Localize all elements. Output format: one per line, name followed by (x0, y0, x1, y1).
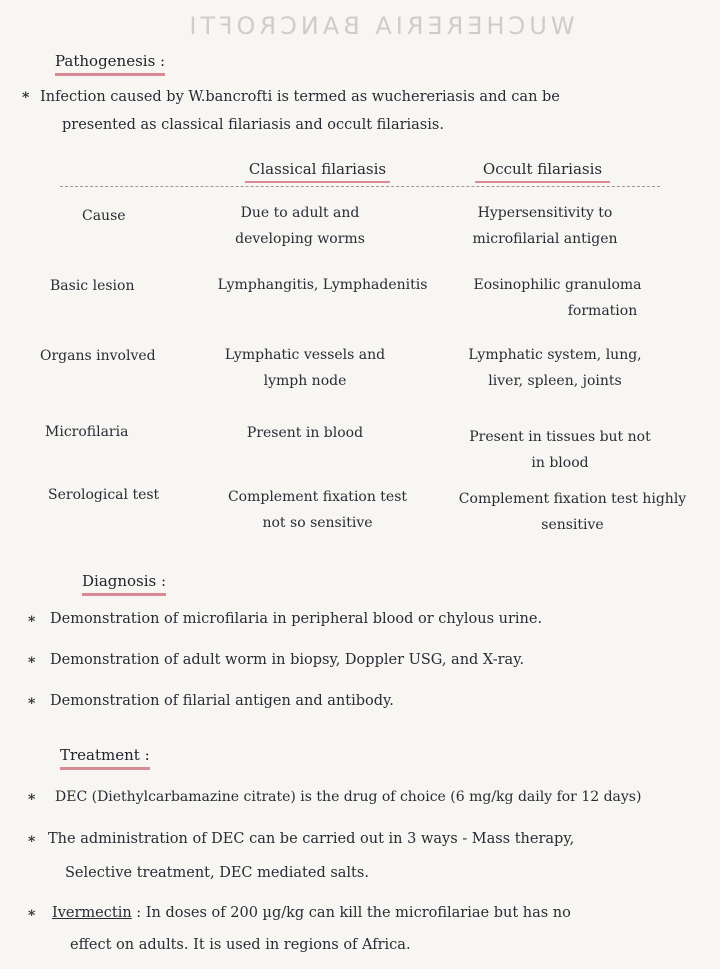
treatment-item-1: DEC (Diethylcarbamazine citrate) is the drug of choice (6 mg/kg daily for 12 days) (55, 789, 642, 805)
cell-line: Hypersensitivity to (477, 205, 613, 221)
cell-line: Present in tissues but not (469, 429, 651, 445)
cell-line: Complement fixation test highly (458, 491, 687, 507)
cell-line: Complement fixation test (227, 489, 408, 505)
pathogenesis-line-1: Infection caused by W.bancrofti is termed as wuchereriasis and can be (40, 89, 560, 105)
basic-lesion-classical (200, 272, 445, 298)
page-title: WUCHERERIA BANCROFTI (185, 12, 575, 40)
cell-line: not so sensitive (262, 515, 373, 531)
ivermectin-term: Ivermectin (52, 905, 132, 921)
bullet: * (28, 908, 36, 924)
bullet: * (22, 90, 30, 106)
cell-line: liver, spleen, joints (488, 373, 622, 389)
microfilaria-occult (445, 424, 675, 476)
basic-lesion-occult (450, 272, 665, 324)
cell-line: formation (567, 303, 638, 319)
classical-column-header: Classical filariasis (245, 160, 390, 183)
cell-line: Lymphatic vessels and (224, 347, 386, 363)
row-label-serological-test: Serological test (48, 487, 160, 503)
cell-line: Eosinophilic granuloma (473, 277, 642, 293)
cell-line: sensitive (541, 517, 604, 533)
bullet: * (28, 655, 36, 671)
diagnosis-item-1: Demonstration of microfilaria in peripheral blood or chylous urine. (50, 611, 543, 627)
bullet: * (28, 792, 36, 808)
diagnosis-item-2: Demonstration of adult worm in biopsy, Doppler USG, and X-ray. (50, 652, 525, 668)
organs-classical (205, 342, 405, 394)
pathogenesis-line-2: presented as classical filariasis and occult filariasis. (62, 117, 444, 133)
cell-line: Lymphangitis, Lymphadenitis (217, 277, 428, 293)
cell-line: lymph node (263, 373, 347, 389)
treatment-item-2-line-2: Selective treatment, DEC mediated salts. (65, 865, 369, 881)
diagnosis-item-3: Demonstration of filarial antigen and antibody. (50, 693, 394, 709)
treatment-item-3-line-2: effect on adults. It is used in regions of Africa. (70, 937, 411, 953)
cell-line: in blood (531, 455, 589, 471)
cell-line: Due to adult and (240, 205, 360, 221)
cell-line: microfilarial antigen (472, 231, 618, 247)
microfilaria-classical (205, 420, 405, 446)
organs-occult (440, 342, 670, 394)
table-divider (60, 186, 660, 187)
row-label-organs-involved: Organs involved (40, 348, 156, 364)
cause-classical (200, 200, 400, 252)
bullet: * (28, 614, 36, 630)
pathogenesis-heading: Pathogenesis : (55, 52, 165, 76)
diagnosis-heading: Diagnosis : (82, 572, 166, 596)
row-label-cause: Cause (82, 208, 126, 224)
ivermectin-text: : In doses of 200 µg/kg can kill the microfilariae but has no (136, 905, 571, 921)
bullet: * (28, 696, 36, 712)
occult-column-header: Occult filariasis (475, 160, 610, 183)
treatment-item-3-line-1 (52, 904, 571, 922)
row-label-microfilaria: Microfilaria (45, 424, 129, 440)
treatment-heading: Treatment : (60, 746, 150, 770)
bullet: * (28, 834, 36, 850)
cell-line: developing worms (235, 231, 365, 247)
row-label-basic-lesion: Basic lesion (50, 278, 135, 294)
cause-occult (430, 200, 660, 252)
serological-occult (440, 486, 705, 538)
cell-line: Lymphatic system, lung, (468, 347, 642, 363)
cell-line: Present in blood (246, 425, 364, 441)
treatment-item-2-line-1: The administration of DEC can be carried out in 3 ways - Mass therapy, (48, 831, 575, 847)
serological-classical (210, 484, 425, 536)
